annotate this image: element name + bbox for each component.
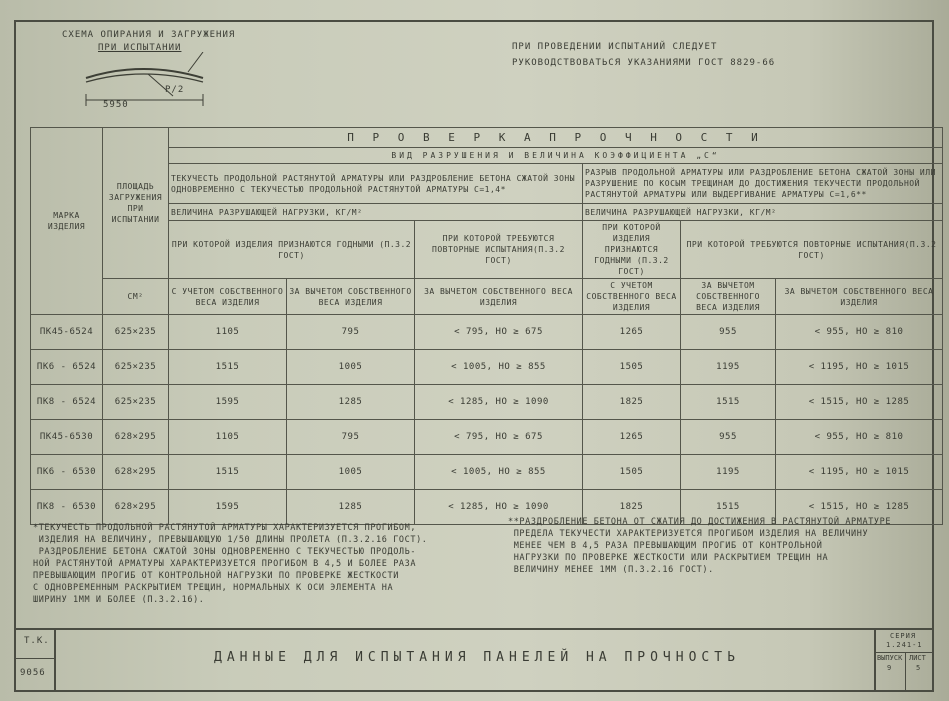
title-block [14, 628, 934, 692]
cell-value: 1005 [287, 350, 415, 385]
col-header-area: ПЛОЩАДЬ ЗАГРУЖЕНИЯ ПРИ ИСПЫТАНИИ [103, 128, 169, 279]
cell-value: 955 [681, 315, 776, 350]
title-block-number: 9056 [20, 668, 46, 678]
cell-value: 1505 [583, 455, 681, 490]
table-row [31, 385, 943, 420]
cell-value: 1515 [681, 490, 776, 525]
cell-value: 1265 [583, 315, 681, 350]
cell-value: 1595 [169, 490, 287, 525]
cell-area: 628×295 [103, 420, 169, 455]
scheme-load-label: P/2 [165, 85, 185, 95]
table-row [31, 315, 943, 350]
cell-mark: ПК45-6530 [31, 420, 103, 455]
cell-value: 1005 [287, 455, 415, 490]
cell-value: 1825 [583, 385, 681, 420]
col-header-without-own-weight: ЗА ВЫЧЕТОМ СОБСТВЕННОГО ВЕСА ИЗДЕЛИЯ [287, 279, 415, 315]
sub-header-right-accepted: ПРИ КОТОРОЙ ИЗДЕЛИЯ ПРИЗНАЮТСЯ ГОДНЫМИ (П.3.2 ГОСТ) [583, 221, 681, 279]
cell-value: < 795, НО ≥ 675 [415, 420, 583, 455]
cell-mark: ПК6 - 6524 [31, 350, 103, 385]
scheme-subtitle: ПРИ ИСПЫТАНИИ [98, 43, 182, 53]
cell-value: 1515 [169, 455, 287, 490]
cell-value: < 795, НО ≥ 675 [415, 315, 583, 350]
footnote-left: *ТЕКУЧЕСТЬ ПРОДОЛЬНОЙ РАСТЯНУТОЙ АРМАТУРЫ ХАРАКТЕРИЗУЕТСЯ ПРОГИБОМ, ИЗДЕЛИЯ НА ВЕЛИЧИНУ, ПРЕВЫШАЮЩУЮ 1/50 ДЛИНЫ ПРОЛЕТА (П.3.2.16 ГОСТ). РАЗДРОБЛЕНИЕ БЕТОНА СЖАТОЙ ЗОНЫ ОДНОВРЕМЕННО С ТЕКУЧЕСТЬЮ ПРОДОЛЬ- НОЙ РАСТЯНУТОЙ АРМАТУРЫ ХАРАКТЕРИЗУЕТСЯ ПРОГИБОМ В 4,5 И БОЛЕЕ РАЗА ПРЕВЫШАЮЩИМ ПРОГИБ ОТ КОНТРОЛЬНОЙ НАГРУЗКИ ПО ПРОВЕРКЕ ЖЕСТКОСТИ С ОДНОВРЕМЕННЫМ РАСКРЫТИЕМ ТРЕЩИН, НОРМАЛЬНЫХ К ОСИ ЭЛЕМЕНТА НА ШИРИНУ 1ММ И БОЛЕЕ (П.3.2.16). [33, 523, 428, 605]
col-header-area-unit: СМ² [103, 279, 169, 315]
col-header-without-own-weight-right: ЗА ВЫЧЕТОМ СОБСТВЕННОГО ВЕСА ИЗДЕЛИЯ [681, 279, 776, 315]
cell-mark: ПК6 - 6530 [31, 455, 103, 490]
cell-value: 1265 [583, 420, 681, 455]
col-header-without-own-weight-retest-right: ЗА ВЫЧЕТОМ СОБСТВЕННОГО ВЕСА ИЗДЕЛИЯ [776, 279, 943, 315]
cell-value: 1105 [169, 315, 287, 350]
load-header-left: ВЕЛИЧИНА РАЗРУШАЮЩЕЙ НАГРУЗКИ, КГ/М² [169, 204, 583, 221]
cell-value: 795 [287, 420, 415, 455]
cell-value: < 1515, НО ≥ 1285 [776, 385, 943, 420]
title-block-left-cell [14, 630, 56, 690]
cell-value: 1595 [169, 385, 287, 420]
scheme-span-dimension: 5950 [103, 100, 129, 110]
header-failure-type: ВИД РАЗРУШЕНИЯ И ВЕЛИЧИНА КОЭФФИЦИЕНТА „С“ [169, 148, 943, 164]
col-header-mark: МАРКА ИЗДЕЛИЯ [31, 128, 103, 315]
col-header-with-own-weight-right: С УЧЕТОМ СОБСТВЕННОГО ВЕСА ИЗДЕЛИЯ [583, 279, 681, 315]
cell-area: 625×235 [103, 385, 169, 420]
cell-mark: ПК8 - 6530 [31, 490, 103, 525]
gost-note-line2: РУКОВОДСТВОВАТЬСЯ УКАЗАНИЯМИ ГОСТ 8829-66 [512, 58, 776, 68]
col-header-without-own-weight-retest: ЗА ВЫЧЕТОМ СОБСТВЕННОГО ВЕСА ИЗДЕЛИЯ [415, 279, 583, 315]
sub-header-right-retest: ПРИ КОТОРОЙ ТРЕБУЮТСЯ ПОВТОРНЫЕ ИСПЫТАНИЯ(П.3.2 ГОСТ) [681, 221, 943, 279]
cell-value: 955 [681, 420, 776, 455]
series-label: СЕРИЯ [890, 632, 917, 640]
title-block-code: Т.К. [24, 636, 50, 646]
cell-value: 1515 [169, 350, 287, 385]
title-block-right-cell [874, 630, 934, 690]
table-row [31, 455, 943, 490]
cell-mark: ПК45-6524 [31, 315, 103, 350]
gost-note-line1: ПРИ ПРОВЕДЕНИИ ИСПЫТАНИЙ СЛЕДУЕТ [512, 42, 718, 52]
cell-value: < 1195, НО ≥ 1015 [776, 350, 943, 385]
cell-value: 1195 [681, 350, 776, 385]
cell-mark: ПК8 - 6524 [31, 385, 103, 420]
cell-value: 795 [287, 315, 415, 350]
scheme-title: СХЕМА ОПИРАНИЯ И ЗАГРУЖЕНИЯ [62, 30, 236, 40]
table-row [31, 350, 943, 385]
cell-value: < 1005, НО ≥ 855 [415, 455, 583, 490]
cell-area: 628×295 [103, 455, 169, 490]
cell-area: 625×235 [103, 315, 169, 350]
header-strength-check: П Р О В Е Р К А П Р О Ч Н О С Т И [169, 128, 943, 148]
loading-scheme-diagram [78, 52, 213, 112]
footnote-right: **РАЗДРОБЛЕНИЕ БЕТОНА ОТ СЖАТИЯ ДО ДОСТИЖЕНИЯ В РАСТЯНУТОЙ АРМАТУРЕ ПРЕДЕЛА ТЕКУЧЕСТИ ХАРАКТЕРИЗУЕТСЯ ПРОГИБОМ ИЗДЕЛИЯ НА ВЕЛИЧИНУ МЕНЕЕ ЧЕМ В 4,5 РАЗА ПРЕВЫШАЮЩИМ ПРОГИБ ОТ КОНТРОЛЬНОЙ НАГРУЗКИ ПО ПРОВЕРКЕ ЖЕСТКОСТИ ИЛИ РАСКРЫТИЕМ ТРЕЩИН НА ВЕЛИЧИНУ МЕНЕЕ 1ММ (П.3.2.16 ГОСТ). [508, 517, 892, 575]
cell-value: < 955, НО ≥ 810 [776, 420, 943, 455]
cell-value: < 955, НО ≥ 810 [776, 315, 943, 350]
cell-value: 1105 [169, 420, 287, 455]
sheet-title: ДАННЫЕ ДЛЯ ИСПЫТАНИЯ ПАНЕЛЕЙ НА ПРОЧНОСТЬ [214, 650, 740, 665]
cell-value: < 1285, НО ≥ 1090 [415, 385, 583, 420]
group-header-left: ТЕКУЧЕСТЬ ПРОДОЛЬНОЙ РАСТЯНУТОЙ АРМАТУРЫ ИЛИ РАЗДРОБЛЕНИЕ БЕТОНА СЖАТОЙ ЗОНЫ ОДНОВРЕМЕННО С ТЕКУЧЕСТЬЮ ПРОДОЛЬНОЙ РАСТЯНУТОЙ АРМАТУРЫ С=1,4* [169, 164, 583, 204]
strength-check-table [30, 127, 943, 525]
issue-label: ВЫПУСК [877, 654, 903, 662]
cell-value: 1505 [583, 350, 681, 385]
cell-value: 1195 [681, 455, 776, 490]
sheet-value: 5 [916, 664, 922, 672]
load-header-right: ВЕЛИЧИНА РАЗРУШАЮЩЕЙ НАГРУЗКИ, КГ/М² [583, 204, 943, 221]
group-header-right: РАЗРЫВ ПРОДОЛЬНОЙ АРМАТУРЫ ИЛИ РАЗДРОБЛЕНИЕ БЕТОНА СЖАТОЙ ЗОНЫ ИЛИ РАЗРУШЕНИЕ ПО КОСЫМ ТРЕЩИНАМ ДО ДОСТИЖЕНИЯ ТЕКУЧЕСТИ ПРОДОЛЬНОЙ РАСТЯНУТОЙ АРМАТУРЫ ИЛИ ВЫДЕРГИВАНИЕ АРМАТУРЫ С=1,6** [583, 164, 943, 204]
series-value: 1.241-1 [886, 641, 923, 649]
cell-value: < 1195, НО ≥ 1015 [776, 455, 943, 490]
issue-value: 9 [887, 664, 893, 672]
col-header-with-own-weight: С УЧЕТОМ СОБСТВЕННОГО ВЕСА ИЗДЕЛИЯ [169, 279, 287, 315]
sub-header-left-accepted: ПРИ КОТОРОЙ ИЗДЕЛИЯ ПРИЗНАЮТСЯ ГОДНЫМИ (П.3.2 ГОСТ) [169, 221, 415, 279]
cell-value: < 1515, НО ≥ 1285 [776, 490, 943, 525]
cell-area: 625×235 [103, 350, 169, 385]
cell-value: 1515 [681, 385, 776, 420]
cell-value: 1825 [583, 490, 681, 525]
sheet-label: ЛИСТ [909, 654, 926, 662]
cell-area: 628×295 [103, 490, 169, 525]
table-row [31, 420, 943, 455]
cell-value: 1285 [287, 490, 415, 525]
cell-value: < 1285, НО ≥ 1090 [415, 490, 583, 525]
sub-header-left-retest: ПРИ КОТОРОЙ ТРЕБУЮТСЯ ПОВТОРНЫЕ ИСПЫТАНИЯ(П.3.2 ГОСТ) [415, 221, 583, 279]
cell-value: 1285 [287, 385, 415, 420]
cell-value: < 1005, НО ≥ 855 [415, 350, 583, 385]
